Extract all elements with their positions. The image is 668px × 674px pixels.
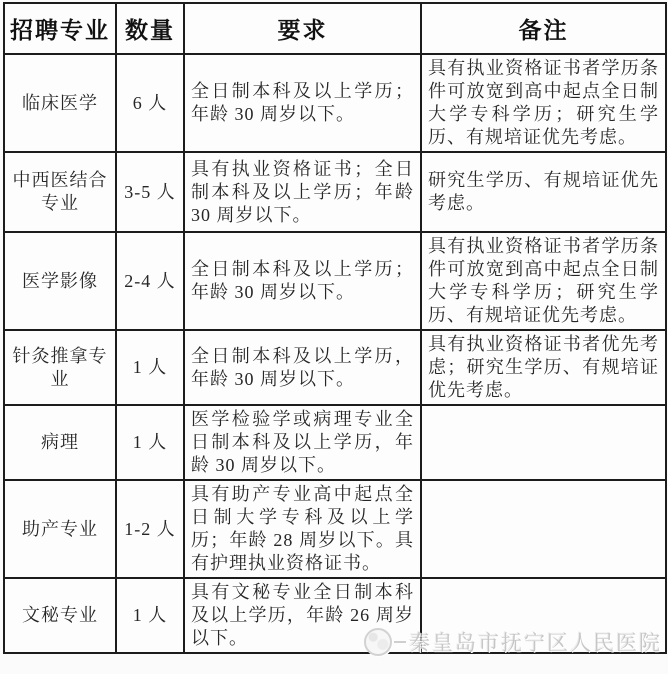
requirements-cell: 具有执业资格证书；全日制本科及以上学历；年龄 30 周岁以下。 bbox=[184, 152, 421, 232]
count-cell: 1 人 bbox=[116, 330, 184, 405]
requirements-cell: 全日制本科及以上学历；年龄 30 周岁以下。 bbox=[184, 232, 421, 330]
recruitment-table bbox=[3, 2, 667, 654]
table-row bbox=[4, 330, 666, 405]
table-row bbox=[4, 54, 666, 152]
major-cell: 助产专业 bbox=[4, 480, 116, 578]
header-requirements: 要求 bbox=[184, 3, 421, 54]
remarks-cell: 具有执业资格证书者学历条件可放宽到高中起点全日制大学专科学历；研究生学历、有规培证优先考虑。 bbox=[421, 232, 666, 330]
count-cell: 3-5 人 bbox=[116, 152, 184, 232]
remarks-cell: 具有执业资格证书者优先考虑；研究生学历、有规培证优先考虑。 bbox=[421, 330, 666, 405]
remarks-cell bbox=[421, 480, 666, 578]
count-cell: 1 人 bbox=[116, 405, 184, 480]
requirements-cell: 具有文秘专业全日制本科及以上学历，年龄 26 周岁以下。 bbox=[184, 578, 421, 653]
count-cell: 2-4 人 bbox=[116, 232, 184, 330]
table-row bbox=[4, 480, 666, 578]
hospital-watermark bbox=[364, 627, 662, 657]
table-row bbox=[4, 232, 666, 330]
table-row bbox=[4, 405, 666, 480]
requirements-cell: 全日制本科及以上学历；年龄 30 周岁以下。 bbox=[184, 54, 421, 152]
header-count: 数量 bbox=[116, 3, 184, 54]
count-cell: 1-2 人 bbox=[116, 480, 184, 578]
major-cell: 医学影像 bbox=[4, 232, 116, 330]
table-row bbox=[4, 152, 666, 232]
header-remarks: 备注 bbox=[421, 3, 666, 54]
major-cell: 病理 bbox=[4, 405, 116, 480]
requirements-cell: 具有助产专业高中起点全日制大学专科及以上学历；年龄 28 周岁以下。具有护理执业资格证书。 bbox=[184, 480, 421, 578]
count-cell: 1 人 bbox=[116, 578, 184, 653]
major-cell: 中西医结合专业 bbox=[4, 152, 116, 232]
major-cell: 针灸推拿专业 bbox=[4, 330, 116, 405]
remarks-cell: 具有执业资格证书者学历条件可放宽到高中起点全日制大学专科学历；研究生学历、有规培证优先考虑。 bbox=[421, 54, 666, 152]
major-cell: 临床医学 bbox=[4, 54, 116, 152]
watermark-dash bbox=[394, 641, 406, 643]
major-cell: 文秘专业 bbox=[4, 578, 116, 653]
hospital-logo-icon bbox=[364, 628, 392, 656]
requirements-cell: 医学检验学或病理专业全日制本科及以上学历，年龄 30 周岁以下。 bbox=[184, 405, 421, 480]
watermark-text: 秦皇岛市抚宁区人民医院 bbox=[409, 631, 662, 655]
count-cell: 6 人 bbox=[116, 54, 184, 152]
requirements-cell: 全日制本科及以上学历，年龄 30 周岁以下。 bbox=[184, 330, 421, 405]
header-major: 招聘专业 bbox=[4, 3, 116, 54]
remarks-cell bbox=[421, 405, 666, 480]
header-row bbox=[4, 3, 666, 54]
remarks-cell: 研究生学历、有规培证优先考虑。 bbox=[421, 152, 666, 232]
